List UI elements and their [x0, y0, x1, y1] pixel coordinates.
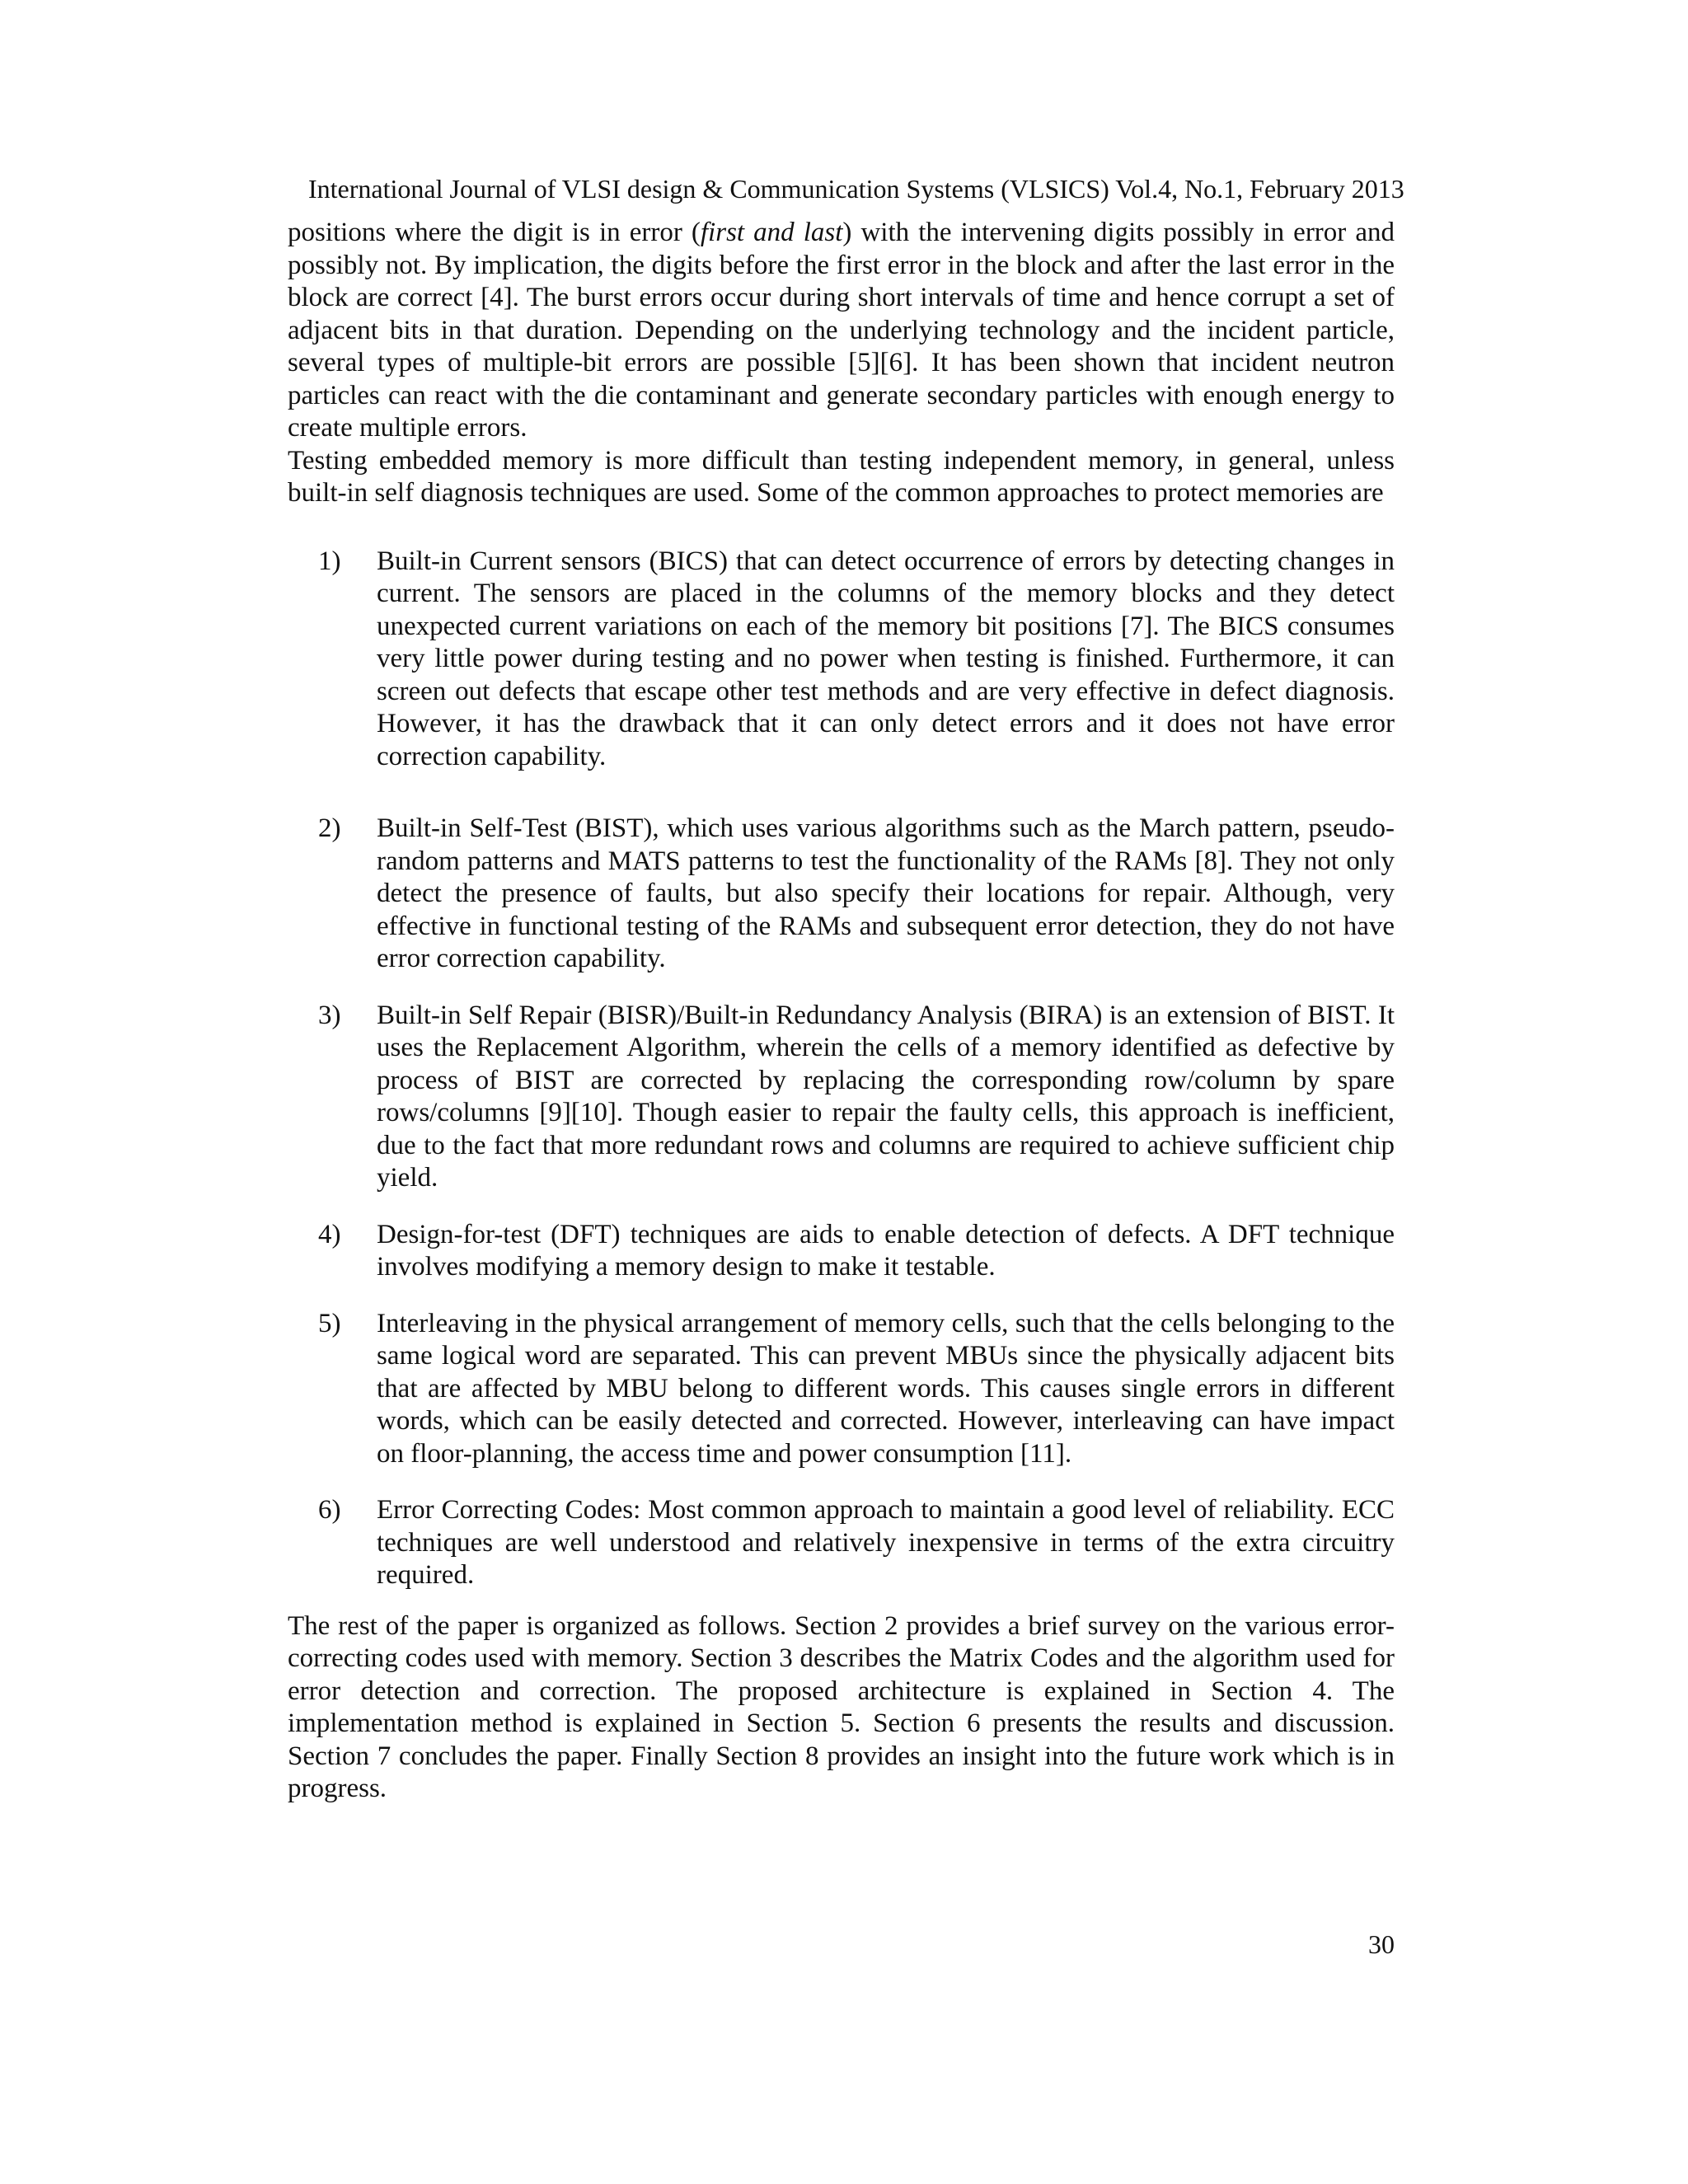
- list-item-text: Built-in Current sensors (BICS) that can detect occurrence of errors by detecting changes in current. The sensors are placed in the columns of the memory blocks and they detect unexpected current variations on each of the memory bit positions [7]. The BICS consumes very little power during testing and no power when testing is finished. Furthermore, it can screen out defects that escape other test methods and are very effective in defect diagnosis. However, it has the drawback that it can only detect errors and it does not have error correction capability.: [377, 546, 1395, 771]
- approaches-list: [288, 546, 1395, 1592]
- intro-italic-phrase: first and last: [700, 218, 843, 247]
- intro-paragraph: [288, 217, 1395, 445]
- list-item-text: Error Correcting Codes: Most common approach to maintain a good level of reliability. ECC techniques are well understood and relatively inexpensive in terms of the extra circuitry required.: [377, 1495, 1395, 1590]
- testing-paragraph: Testing embedded memory is more difficult than testing independent memory, in general, unless built-in self diagnosis techniques are used. Some of the common approaches to protect memories are: [288, 445, 1395, 508]
- list-item: [288, 1308, 1395, 1471]
- list-item-number: 2): [318, 813, 341, 843]
- list-item: [288, 1219, 1395, 1284]
- intro-text-end: ) with the intervening digits possibly in error and possibly not. By implication, the digits before the first error in the block and after the last error in the block are correct [4]. The burst errors occur during short intervals of time and hence corrupt a set of adjacent bits in that duration. Depending on the underlying technology and the incident particle, several types of multiple-bit errors are possible [5][6]. It has been shown that incident neutron particles can react with the die contaminant and generate secondary particles with enough energy to create multiple errors.: [288, 218, 1395, 443]
- organization-paragraph: The rest of the paper is organized as follows. Section 2 provides a brief survey on the various error-correcting codes used with memory. Section 3 describes the Matrix Codes and the algorithm used for error detection and correction. The proposed architecture is explained in Section 4. The implementation method is explained in Section 5. Section 6 presents the results and discussion. Section 7 concludes the paper. Finally Section 8 provides an insight into the future work which is in progress.: [288, 1610, 1395, 1803]
- list-item-number: 5): [318, 1308, 341, 1338]
- intro-text-start: positions where the digit is in error (: [288, 218, 701, 247]
- list-item: [288, 1000, 1395, 1195]
- list-item-number: 1): [318, 546, 341, 576]
- list-item-text: Design-for-test (DFT) techniques are aids to enable detection of defects. A DFT technique involves modifying a memory design to make it testable.: [377, 1219, 1395, 1282]
- list-item-text: Built-in Self Repair (BISR)/Built-in Redundancy Analysis (BIRA) is an extension of BIST. It uses the Replacement Algorithm, wherein the cells of a memory identified as defective by process of BIST are corrected by replacing the corresponding row/column by spare rows/columns [9][10]. Though easier to repair the faulty cells, this approach is inefficient, due to the fact that more redundant rows and columns are required to achieve sufficient chip yield.: [377, 1000, 1395, 1193]
- page-body: [288, 217, 1395, 1806]
- list-item-text: Interleaving in the physical arrangement of memory cells, such that the cells belonging to the same logical word are separated. This can prevent MBUs since the physically adjacent bits that are affected by MBU belong to different words. This causes single errors in different words, which can be easily detected and corrected. However, interleaving can have impact on floor-planning, the access time and power consumption [11].: [377, 1308, 1395, 1469]
- list-item-number: 6): [318, 1495, 341, 1525]
- list-item: [288, 1494, 1395, 1592]
- list-item: [288, 813, 1395, 976]
- list-item-number: 4): [318, 1219, 341, 1249]
- list-item-number: 3): [318, 1000, 341, 1030]
- list-item-text: Built-in Self-Test (BIST), which uses various algorithms such as the March pattern, pseudo-random patterns and MATS patterns to test the functionality of the RAMs [8]. They not only detect the presence of faults, but also specify their locations for repair. Although, very effective in functional testing of the RAMs and subsequent error detection, they do not have error correction capability.: [377, 813, 1395, 973]
- running-header: International Journal of VLSI design & Communication Systems (VLSICS) Vol.4, No.1, February 2013: [308, 174, 1404, 204]
- list-item: [288, 546, 1395, 774]
- page-number: 30: [1368, 1929, 1395, 1959]
